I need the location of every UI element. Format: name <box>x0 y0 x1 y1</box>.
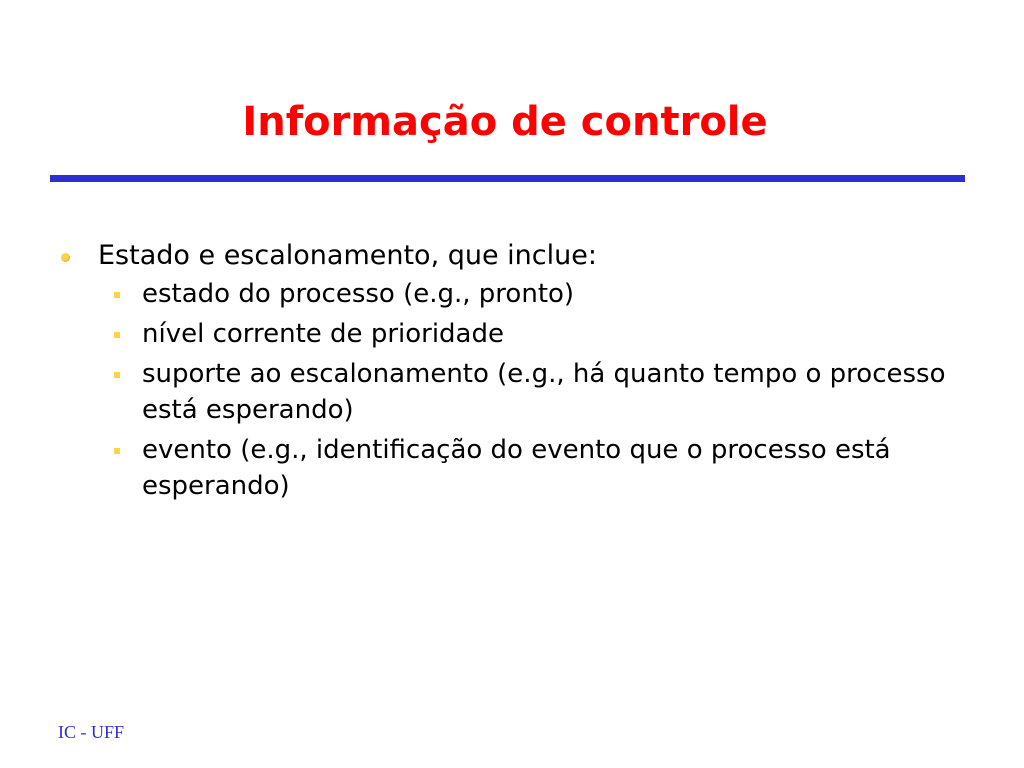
bullet-dot-icon <box>61 253 70 262</box>
footer-label: IC - UFF <box>58 722 125 742</box>
bullet-square-icon <box>114 448 120 454</box>
sub-bullet-item <box>56 432 956 504</box>
sub-bullet-text: evento (e.g., identificação do evento que o processo está esperando) <box>142 435 891 501</box>
bullet-item <box>56 236 956 276</box>
bullet-square-icon <box>114 372 120 378</box>
sub-bullet-item <box>56 356 956 428</box>
sub-bullet-item <box>56 276 956 312</box>
bullet-text: Estado e escalonamento, que inclue: <box>98 240 597 271</box>
slide-title: Informação de controle <box>242 99 768 145</box>
title-divider <box>50 175 965 182</box>
sub-bullet-text: suporte ao escalonamento (e.g., há quanto tempo o processo está esperando) <box>142 359 946 425</box>
sub-bullet-text: estado do processo (e.g., pronto) <box>142 279 575 309</box>
slide-content <box>56 236 956 508</box>
bullet-square-icon <box>114 332 120 338</box>
sub-bullet-text: nível corrente de prioridade <box>142 319 504 349</box>
sub-bullet-item <box>56 316 956 352</box>
sub-bullet-list <box>56 276 956 504</box>
bullet-square-icon <box>114 292 120 298</box>
